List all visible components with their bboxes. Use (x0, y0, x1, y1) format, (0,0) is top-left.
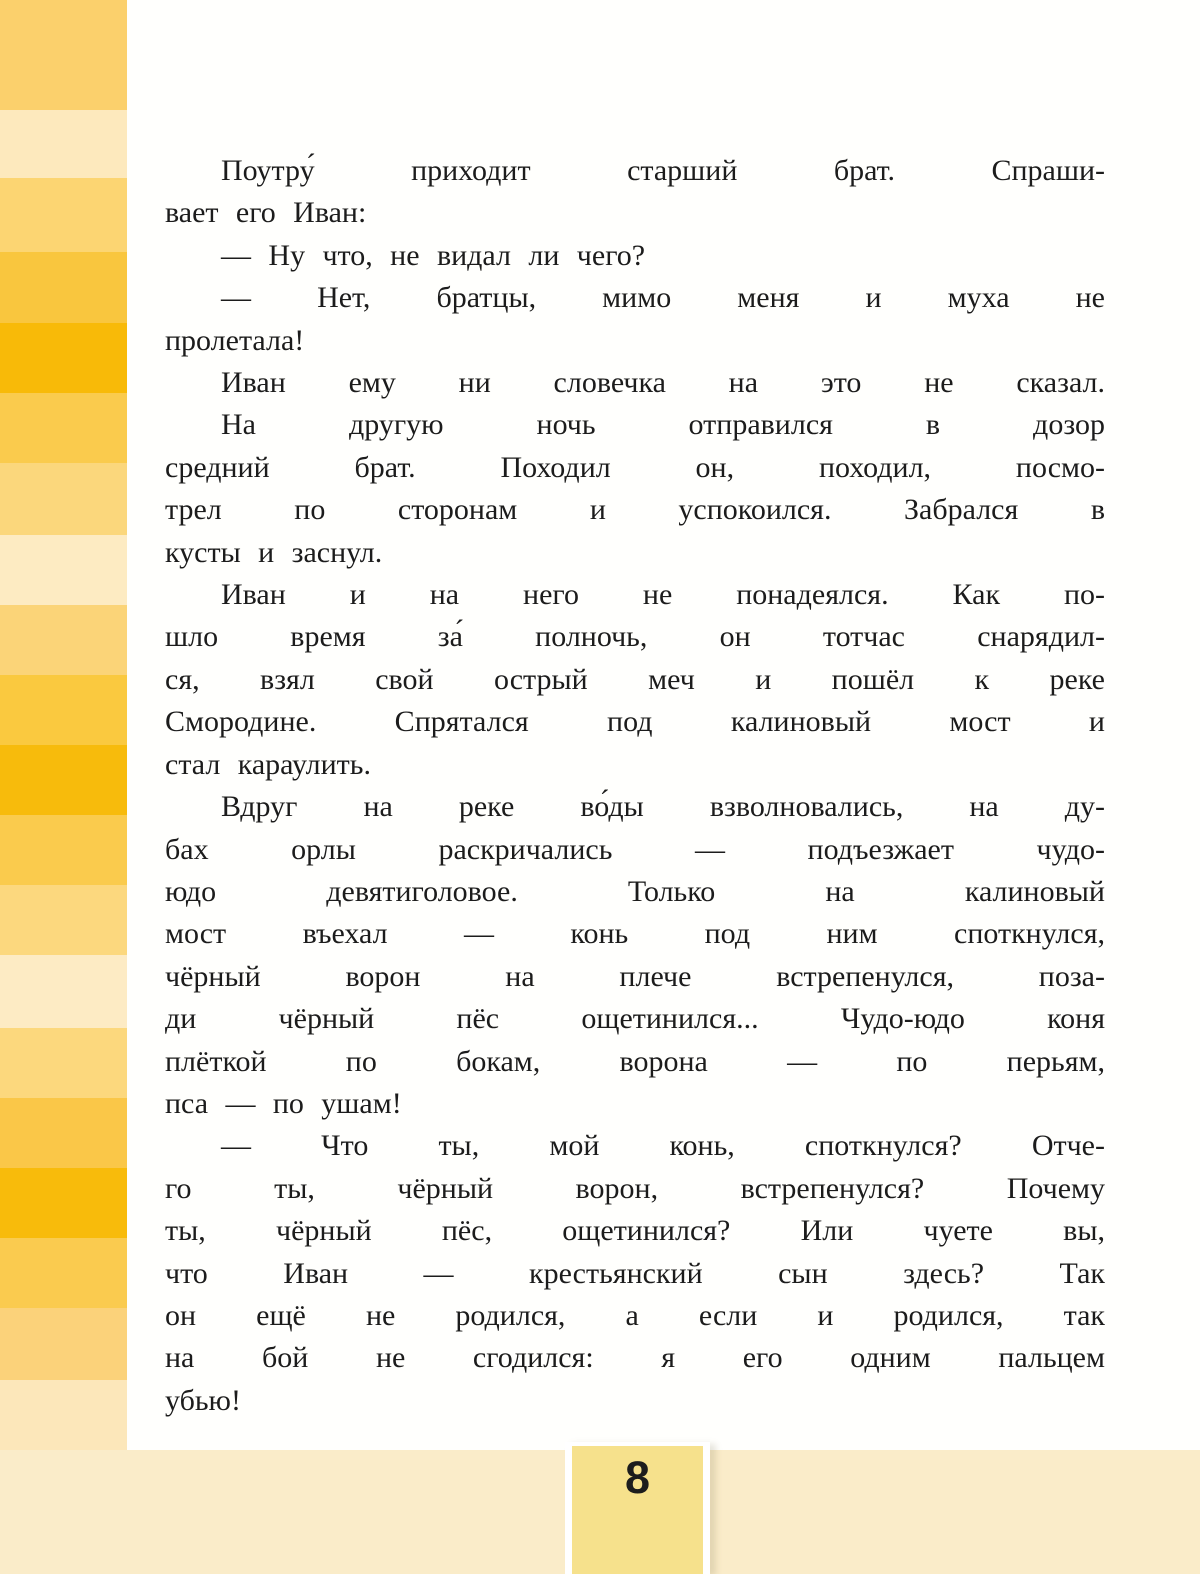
text-line: плёткой по бокам, ворона — по перьям, (165, 1044, 1105, 1078)
paragraph (165, 235, 1105, 277)
stripe-column (0, 0, 127, 1450)
text-line: пролетала! (165, 323, 305, 357)
stripe (0, 463, 127, 535)
stripe (0, 1098, 127, 1168)
stripe (0, 745, 127, 815)
text-line: Иван ему ни словечка на это не сказал. (221, 366, 1105, 400)
text-line: пса — по ушам! (165, 1086, 402, 1120)
paragraph (165, 150, 1105, 235)
paragraph (165, 1125, 1105, 1422)
text-line: кусты и заснул. (165, 535, 383, 569)
stripe (0, 393, 127, 463)
paragraph (165, 786, 1105, 1125)
text-line: вает его Иван: (165, 196, 367, 230)
text-line: На другую ночь отправился в дозор (221, 408, 1105, 442)
stripe (0, 0, 127, 110)
text-line: Поутру́ приходит старший брат. Спраши- (221, 154, 1105, 187)
stripe (0, 955, 127, 1028)
text-line: Вдруг на реке во́ды взволновались, на ду- (221, 790, 1105, 824)
stripe (0, 1308, 127, 1380)
text-line: Иван и на него не понадеялся. Как по- (221, 578, 1105, 612)
text-block (165, 150, 1105, 1422)
text-line: на бой не сгодился: я его одним пальцем (165, 1341, 1105, 1375)
stripe (0, 535, 127, 605)
text-line: мост въехал — конь под ним споткнулся, (165, 917, 1105, 951)
stripe (0, 323, 127, 393)
stripe (0, 110, 127, 178)
paragraph (165, 362, 1105, 404)
stripe (0, 252, 127, 323)
text-line: го ты, чёрный ворон, встрепенулся? Почему (165, 1171, 1105, 1205)
text-line: — Ну что, не видал ли чего? (221, 238, 646, 272)
paragraph (165, 404, 1105, 574)
text-line: ди чёрный пёс ощетинился... Чудо-юдо коня (165, 1002, 1105, 1036)
stripe (0, 815, 127, 885)
text-line: он ещё не родился, а если и родился, так (165, 1298, 1105, 1332)
text-line: убью! (165, 1383, 241, 1417)
stripe (0, 1380, 127, 1450)
text-line: чёрный ворон на плече встрепенулся, поза- (165, 959, 1105, 993)
text-line: бах орлы раскричались — подъезжает чудо- (165, 832, 1105, 866)
text-line: средний брат. Походил он, походил, посмо- (165, 450, 1105, 484)
stripe (0, 178, 127, 252)
paragraph (165, 574, 1105, 786)
paragraph (165, 277, 1105, 362)
text-line: стал караулить. (165, 747, 371, 781)
text-line: Смородине. Спрятался под калиновый мост и (165, 705, 1105, 739)
text-line: что Иван — крестьянский сын здесь? Так (165, 1256, 1105, 1290)
stripe (0, 1168, 127, 1238)
stripe (0, 605, 127, 675)
stripe (0, 1028, 127, 1098)
text-line: — Нет, братцы, мимо меня и муха не (221, 281, 1105, 315)
text-line: шло время за́ полночь, он тотчас снарядил- (165, 620, 1105, 654)
stripe (0, 1238, 127, 1308)
text-line: — Что ты, мой конь, споткнулся? Отче- (221, 1129, 1105, 1163)
text-line: ся, взял свой острый меч и пошёл к реке (165, 662, 1105, 696)
page-number: 8 (624, 1452, 651, 1503)
stripe (0, 675, 127, 745)
text-line: юдо девятиголовое. Только на калиновый (165, 874, 1105, 908)
text-line: трел по сторонам и успокоился. Забрался в (165, 493, 1105, 527)
text-line: ты, чёрный пёс, ощетинился? Или чуете вы, (165, 1214, 1105, 1248)
page-number-box (565, 1442, 710, 1574)
stripe (0, 885, 127, 955)
